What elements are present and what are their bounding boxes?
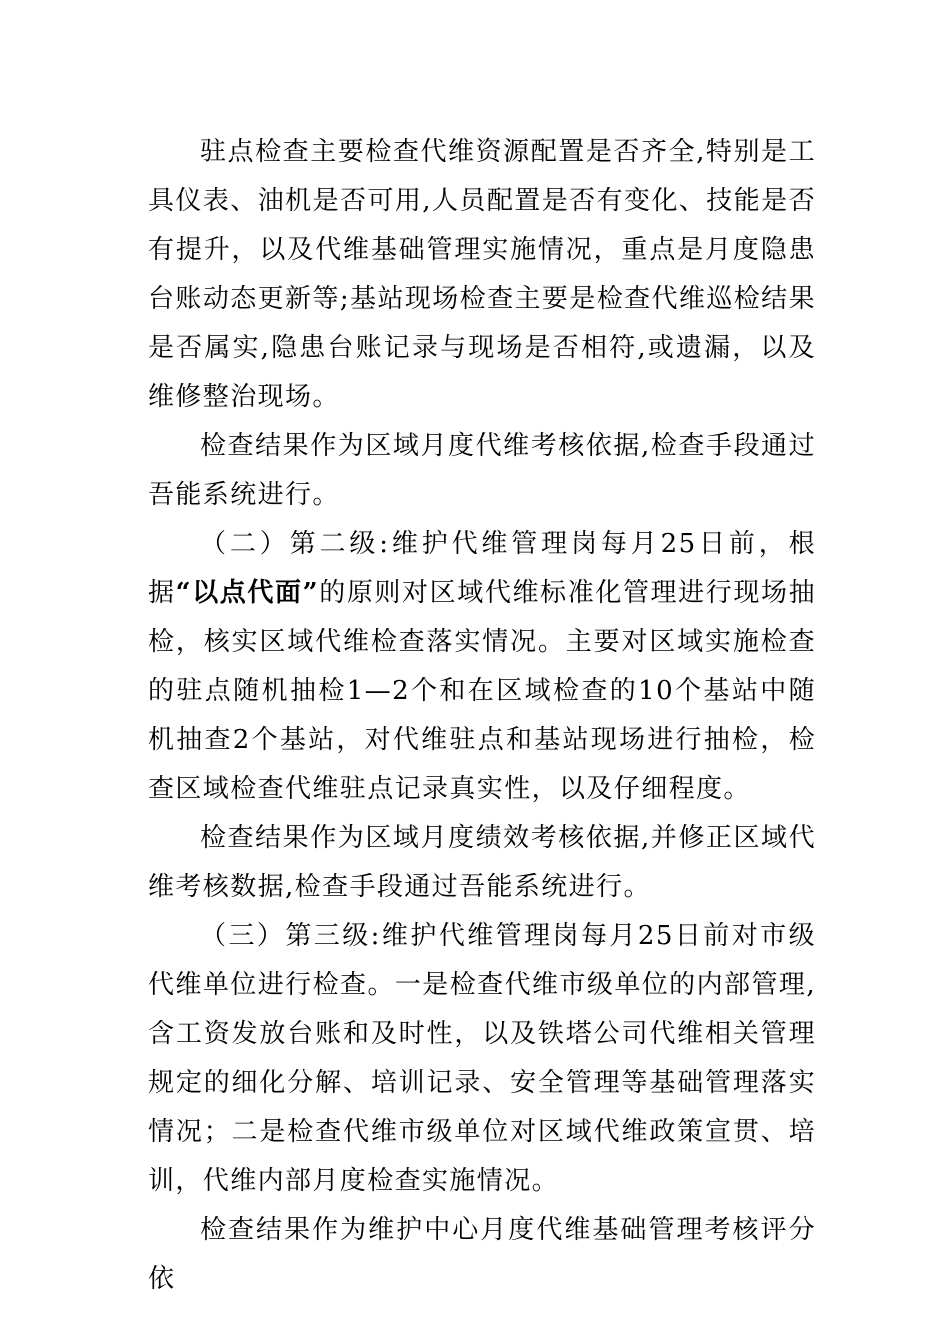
- paragraph-third-level: （三）第三级:维护代维管理岗每月25日前对市级代维单位进行检查。一是检查代维市级单位的内部管理,含工资发放台账和及时性，以及铁塔公司代维相关管理规定的细化分解、培训记录、安全管理等基础管理落实情况；二是检查代维市级单位对区域代维政策宣贯、培训，代维内部月度检查实施情况。: [148, 921, 816, 1196]
- emphasis-point-for-area: “以点代面”: [175, 578, 319, 608]
- paragraph-performance-assessment: 检查结果作为区域月度绩效考核依据,并修正区域代维考核数据,检查手段通过吾能系统进行。: [148, 823, 816, 902]
- document-page: [148, 128, 816, 1304]
- paragraph-second-level: [148, 520, 816, 814]
- paragraph-resident-inspection: 驻点检查主要检查代维资源配置是否齐全,特别是工具仪表、油机是否可用,人员配置是否有变化、技能是否有提升，以及代维基础管理实施情况，重点是月度隐患台账动态更新等;基站现场检查主要是检查代维巡检结果是否属实,隐患台账记录与现场是否相符,或遗漏，以及维修整治现场。: [148, 137, 816, 412]
- second-level-prefix: （二）第二级:维护代维管理岗每月25日前，根据: [148, 529, 816, 608]
- second-level-suffix: 的原则对区域代维标准化管理进行现场抽检，核实区域代维检查落实情况。主要对区域实施检查的驻点随机抽检1—2个和在区域检查的10个基站中随机抽查2个基站，对代维驻点和基站现场进行抽检，检查区域检查代维驻点记录真实性，以及仔细程度。: [148, 578, 817, 804]
- paragraph-regional-assessment: 检查结果作为区域月度代维考核依据,检查手段通过吾能系统进行。: [148, 431, 816, 510]
- paragraph-center-assessment: 检查结果作为维护中心月度代维基础管理考核评分依: [148, 1215, 816, 1294]
